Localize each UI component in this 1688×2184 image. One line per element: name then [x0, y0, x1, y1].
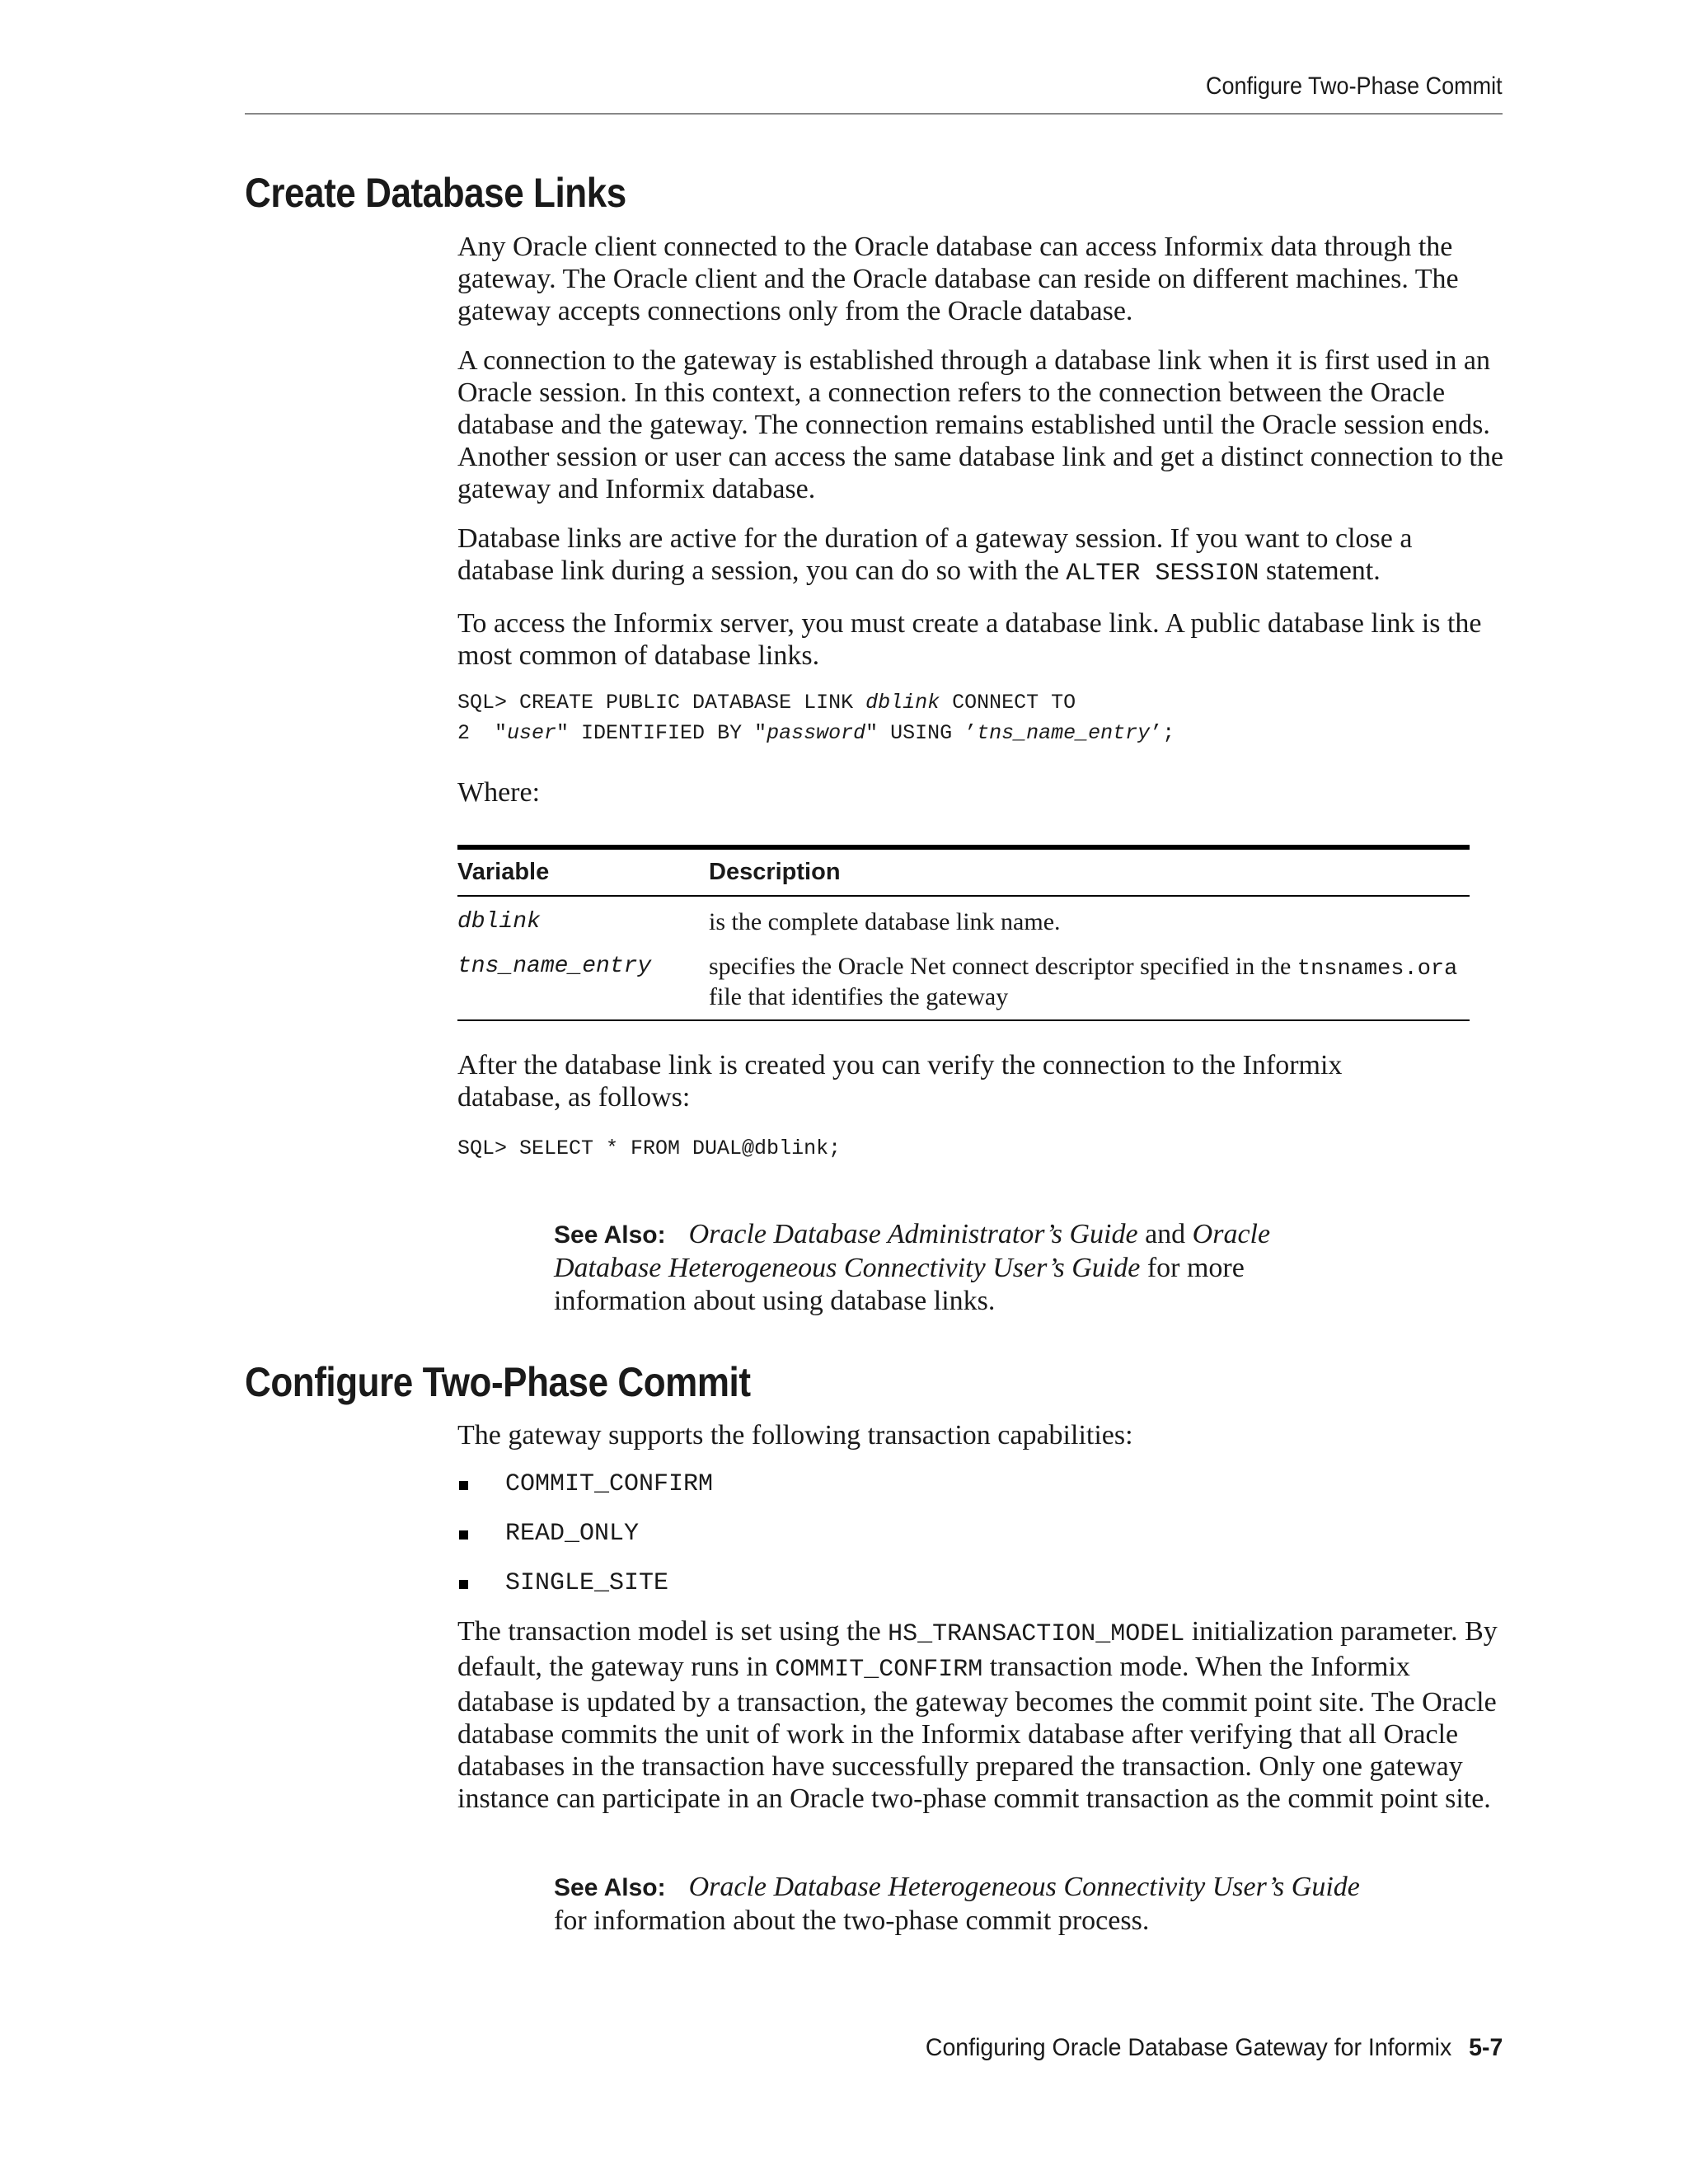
column-header: Variable [457, 859, 550, 885]
square-bullet-icon [459, 1481, 468, 1490]
paragraph: Any Oracle client connected to the Oracle database can access Informix data through the gateway. The Oracle client and the Oracle database can reside on different machines. The gateway accepts connections only from the Oracle database. [457, 232, 1459, 326]
section1-body [457, 231, 1506, 672]
table-bottom-rule [457, 1019, 1470, 1021]
table-cell-variable: tns_name_entry [457, 954, 652, 979]
square-bullet-icon [459, 1530, 468, 1540]
paragraph-verify: After the database link is created you can verify the connection to the Informix database, as follows: [457, 1050, 1343, 1113]
paragraph: A connection to the gateway is established through a database link when it is first used in an Oracle session. In this context, a connection refers to the connection between the Oracle database and the gateway. The connection remains established until the Oracle session ends. Another session or user can access the same database link and get a distinct connection to the gateway and Informix database. [457, 345, 1503, 504]
paragraph: Database links are active for the duration of a gateway session. If you want to close a database link during a session, you can do so with the ALTER SESSION statement. [457, 523, 1413, 588]
table-row [457, 897, 1470, 936]
see-also-note: See Also: Oracle Database Administrator’s Guide and Oracle Database Heterogeneous Connectivity User’s Guide for more information about using database links. [554, 1219, 1271, 1316]
see-also-label: See Also: [554, 1221, 666, 1249]
table-cell-variable: dblink [457, 909, 541, 935]
running-header: Configure Two-Phase Commit [1206, 73, 1503, 100]
see-also-note: See Also: Oracle Database Heterogeneous Connectivity User’s Guide for information about the two-phase commit process. [554, 1872, 1360, 1936]
table-cell-description: is the complete database link name. [709, 908, 1061, 935]
code-block-select: SQL> SELECT * FROM DUAL@dblink; [457, 1137, 842, 1160]
section-title-two-phase-commit: Configure Two-Phase Commit [245, 1359, 751, 1405]
table-cell-description: specifies the Oracle Net connect descriptor specified in the tnsnames.ora file that identifies the gateway [709, 953, 1458, 1010]
table-row [457, 936, 1470, 1011]
header-rule [245, 113, 1503, 115]
see-also-label: See Also: [554, 1874, 666, 1901]
footer-title: Configuring Oracle Database Gateway for Informix [925, 2034, 1451, 2061]
square-bullet-icon [459, 1580, 468, 1589]
section-title-create-database-links: Create Database Links [245, 170, 626, 216]
paragraph: To access the Informix server, you must create a database link. A public database link is the most common of database links. [457, 608, 1482, 671]
page-footer [926, 2034, 1503, 2062]
list-item: READ_ONLY [457, 1518, 713, 1568]
section2-paragraph: The transaction model is set using the HS_TRANSACTION_MODEL initialization parameter. By default, the gateway runs in COMMIT_CONFIRM transaction mode. When the Informix database is updated by a transaction, the gateway becomes the commit point site. The Oracle database commits the unit of work in the Informix database after verifying that all Oracle databases in the transaction have successfully prepared the transaction. Only one gateway instance can participate in an Oracle two-phase commit transaction as the commit point site. [457, 1616, 1498, 1814]
list-item: SINGLE_SITE [457, 1568, 713, 1617]
code-block-create-link: SQL> CREATE PUBLIC DATABASE LINK dblink CONNECT TO 2 "user" IDENTIFIED BY "password" USING ’tns_name_entry’; [457, 691, 1175, 745]
page-number: 5-7 [1468, 2034, 1503, 2061]
variable-table [457, 845, 1470, 1021]
list-item: COMMIT_CONFIRM [457, 1469, 713, 1518]
section2-intro: The gateway supports the following transaction capabilities: [457, 1420, 1133, 1451]
table-header-row [457, 850, 1470, 897]
capability-list [457, 1469, 713, 1617]
where-label: Where: [457, 777, 541, 808]
column-header: Description [709, 859, 841, 885]
